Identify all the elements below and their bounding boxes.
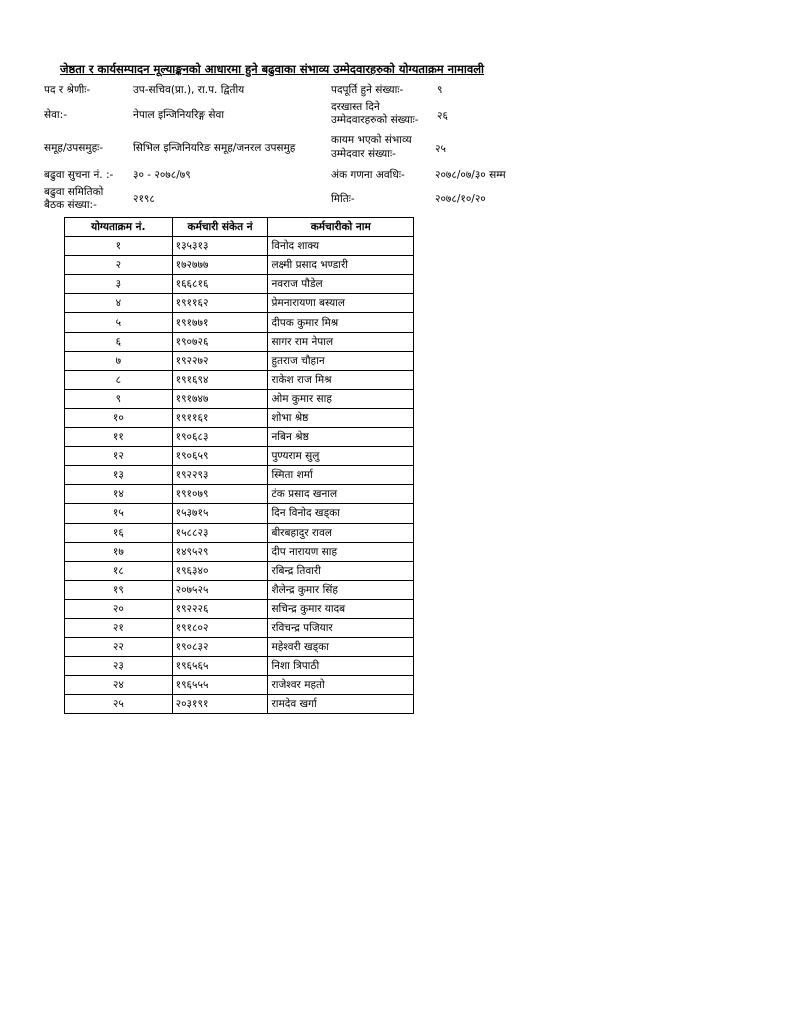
rank-cell: १४: [65, 485, 173, 504]
miti-label: मितिः-: [331, 193, 355, 205]
rank-cell: ९: [65, 389, 173, 408]
darkhast-label-line1: दरखास्त दिने: [331, 101, 380, 113]
table-row: [65, 523, 414, 542]
rank-cell: २१: [65, 618, 173, 637]
table-row: [65, 561, 414, 580]
employee-name-cell: सागर राम नेपाल: [268, 332, 414, 351]
rank-cell: २४: [65, 676, 173, 695]
employee-code-cell: १६६८१६: [172, 275, 268, 294]
rank-cell: १८: [65, 561, 173, 580]
darkhast-value: २६: [437, 110, 448, 122]
sewa-label: सेवा:-: [44, 109, 67, 121]
employee-name-cell: निशा त्रिपाठी: [268, 657, 414, 676]
employee-code-cell: १९१७४७: [172, 389, 268, 408]
darkhast-label-line2: उम्मेदवारहरुको संख्याः-: [331, 114, 419, 126]
employee-code-cell: २०७५२५: [172, 580, 268, 599]
baithak-value: २१९८: [133, 193, 155, 205]
samuha-label: समूह/उपसमुहः-: [44, 142, 104, 154]
table-row: [65, 313, 414, 332]
table-row: [65, 447, 414, 466]
rank-cell: २: [65, 256, 173, 275]
table-row: [65, 657, 414, 676]
table-row: [65, 695, 414, 714]
table-row: [65, 638, 414, 657]
employee-name-cell: प्रेमनारायणा बस्याल: [268, 294, 414, 313]
employee-name-cell: दिन विनोद खड्का: [268, 504, 414, 523]
table-row: [65, 294, 414, 313]
table-row: [65, 466, 414, 485]
employee-name-cell: सचिन्द्र कुमार यादब: [268, 599, 414, 618]
table-row: [65, 370, 414, 389]
kayam-label-line2: उम्मेदवार संख्याः-: [331, 148, 396, 160]
table-row: [65, 580, 414, 599]
baithak-label-line1: बढुवा समितिको: [44, 186, 104, 198]
table-row: [65, 542, 414, 561]
samuha-value: सिभिल इन्जिनियरिङ समूह/जनरल उपसमुह: [133, 142, 296, 154]
padpurti-label: पदपूर्ति हुने संख्याः-: [331, 84, 404, 96]
merit-list-table: [64, 217, 414, 714]
kayam-value: २५: [435, 143, 446, 155]
rank-cell: १६: [65, 523, 173, 542]
employee-name-cell: शैलेन्द्र कुमार सिंह: [268, 580, 414, 599]
employee-code-cell: १९१६९४: [172, 370, 268, 389]
rank-cell: १३: [65, 466, 173, 485]
kayam-label-line1: कायम भएको संभाव्य: [331, 134, 412, 146]
employee-name-cell: रामदेव खर्गा: [268, 695, 414, 714]
employee-code-cell: १९१७७१: [172, 313, 268, 332]
table-row: [65, 504, 414, 523]
header-employee-name: कर्मचारीको नाम: [268, 218, 414, 237]
sewa-value: नेपाल इन्जिनियरिङ्ग सेवा: [133, 109, 225, 121]
rank-cell: ३: [65, 275, 173, 294]
suchana-value: ३० - २०७८/७९: [133, 169, 191, 181]
employee-code-cell: १९०६५९: [172, 447, 268, 466]
rank-cell: ५: [65, 313, 173, 332]
rank-cell: १०: [65, 408, 173, 427]
rank-cell: २०: [65, 599, 173, 618]
employee-name-cell: राकेश राज मिश्र: [268, 370, 414, 389]
table-row: [65, 676, 414, 695]
suchana-label: बढुवा सुचना नं. :-: [44, 169, 114, 181]
table-row: [65, 389, 414, 408]
pad-label: पद र श्रेणीः-: [44, 84, 91, 96]
anka-value: २०७८/०७/३० सम्म: [435, 169, 506, 181]
employee-name-cell: ओम कुमार साह: [268, 389, 414, 408]
table-body: [65, 237, 414, 714]
employee-code-cell: १९११६२: [172, 294, 268, 313]
employee-name-cell: टंक प्रसाद खनाल: [268, 485, 414, 504]
rank-cell: १९: [65, 580, 173, 599]
rank-cell: ७: [65, 351, 173, 370]
table-header-row: [65, 218, 414, 237]
rank-cell: २५: [65, 695, 173, 714]
employee-name-cell: हुतराज चौहान: [268, 351, 414, 370]
pad-value: उप-सचिव(प्रा.), रा.प. द्वितीय: [133, 84, 245, 96]
employee-code-cell: १९११६१: [172, 408, 268, 427]
header-rank: योग्यताक्रम नं.: [65, 218, 173, 237]
employee-name-cell: बीरबहादुर रावल: [268, 523, 414, 542]
employee-name-cell: राजेश्वर महतो: [268, 676, 414, 695]
table-row: [65, 408, 414, 427]
employee-code-cell: १९६५५५: [172, 676, 268, 695]
rank-cell: ४: [65, 294, 173, 313]
document-title: जेष्ठता र कार्यसम्पादन मूल्याङ्कनको आधारमा हुने बढुवाका संभाव्य उम्मेदवारहरुको योग्यताक्रम नामावली: [60, 62, 485, 76]
employee-code-cell: १९०६८३: [172, 428, 268, 447]
employee-name-cell: विनोद शाक्य: [268, 237, 414, 256]
rank-cell: १२: [65, 447, 173, 466]
employee-name-cell: लक्ष्मी प्रसाद भण्डारी: [268, 256, 414, 275]
rank-cell: ६: [65, 332, 173, 351]
rank-cell: १५: [65, 504, 173, 523]
table-row: [65, 275, 414, 294]
employee-code-cell: १९१०७९: [172, 485, 268, 504]
employee-name-cell: नवराज पौडेल: [268, 275, 414, 294]
employee-code-cell: १९२२२६: [172, 599, 268, 618]
employee-code-cell: १३५३१३: [172, 237, 268, 256]
anka-label: अंक गणना अवधिः-: [331, 169, 405, 181]
employee-name-cell: दीप नारायण साह: [268, 542, 414, 561]
rank-cell: ८: [65, 370, 173, 389]
rank-cell: २३: [65, 657, 173, 676]
baithak-label-line2: बैठक संख्या:-: [44, 199, 97, 211]
table-row: [65, 599, 414, 618]
table-row: [65, 618, 414, 637]
employee-code-cell: १९६५६५: [172, 657, 268, 676]
employee-code-cell: १९०७२६: [172, 332, 268, 351]
rank-cell: १७: [65, 542, 173, 561]
employee-code-cell: १९२२७२: [172, 351, 268, 370]
employee-name-cell: पुण्यराम सुलु: [268, 447, 414, 466]
employee-name-cell: रविचन्द्र पजियार: [268, 618, 414, 637]
table-row: [65, 351, 414, 370]
table-row: [65, 485, 414, 504]
employee-code-cell: १५३७१५: [172, 504, 268, 523]
rank-cell: १: [65, 237, 173, 256]
employee-name-cell: दीपक कुमार मिश्र: [268, 313, 414, 332]
table-row: [65, 332, 414, 351]
employee-name-cell: शोभा श्रेष्ठ: [268, 408, 414, 427]
employee-code-cell: १४९५२९: [172, 542, 268, 561]
employee-name-cell: नबिन श्रेष्ठ: [268, 428, 414, 447]
employee-code-cell: १९६३४०: [172, 561, 268, 580]
rank-cell: २२: [65, 638, 173, 657]
employee-name-cell: रबिन्द्र तिवारी: [268, 561, 414, 580]
employee-code-cell: १९०८३२: [172, 638, 268, 657]
employee-code-cell: १९१८०२: [172, 618, 268, 637]
employee-code-cell: १५८८२३: [172, 523, 268, 542]
miti-value: २०७८/१०/२०: [435, 193, 486, 205]
employee-name-cell: स्मिता शर्मा: [268, 466, 414, 485]
header-employee-code: कर्मचारी संकेत नं: [172, 218, 268, 237]
padpurti-value: ९: [437, 84, 443, 96]
table-row: [65, 428, 414, 447]
employee-code-cell: १९२२९३: [172, 466, 268, 485]
employee-name-cell: महेश्वरी खड्का: [268, 638, 414, 657]
table-row: [65, 256, 414, 275]
rank-cell: ११: [65, 428, 173, 447]
employee-code-cell: २०३१९१: [172, 695, 268, 714]
employee-code-cell: १७२७७७: [172, 256, 268, 275]
table-row: [65, 237, 414, 256]
